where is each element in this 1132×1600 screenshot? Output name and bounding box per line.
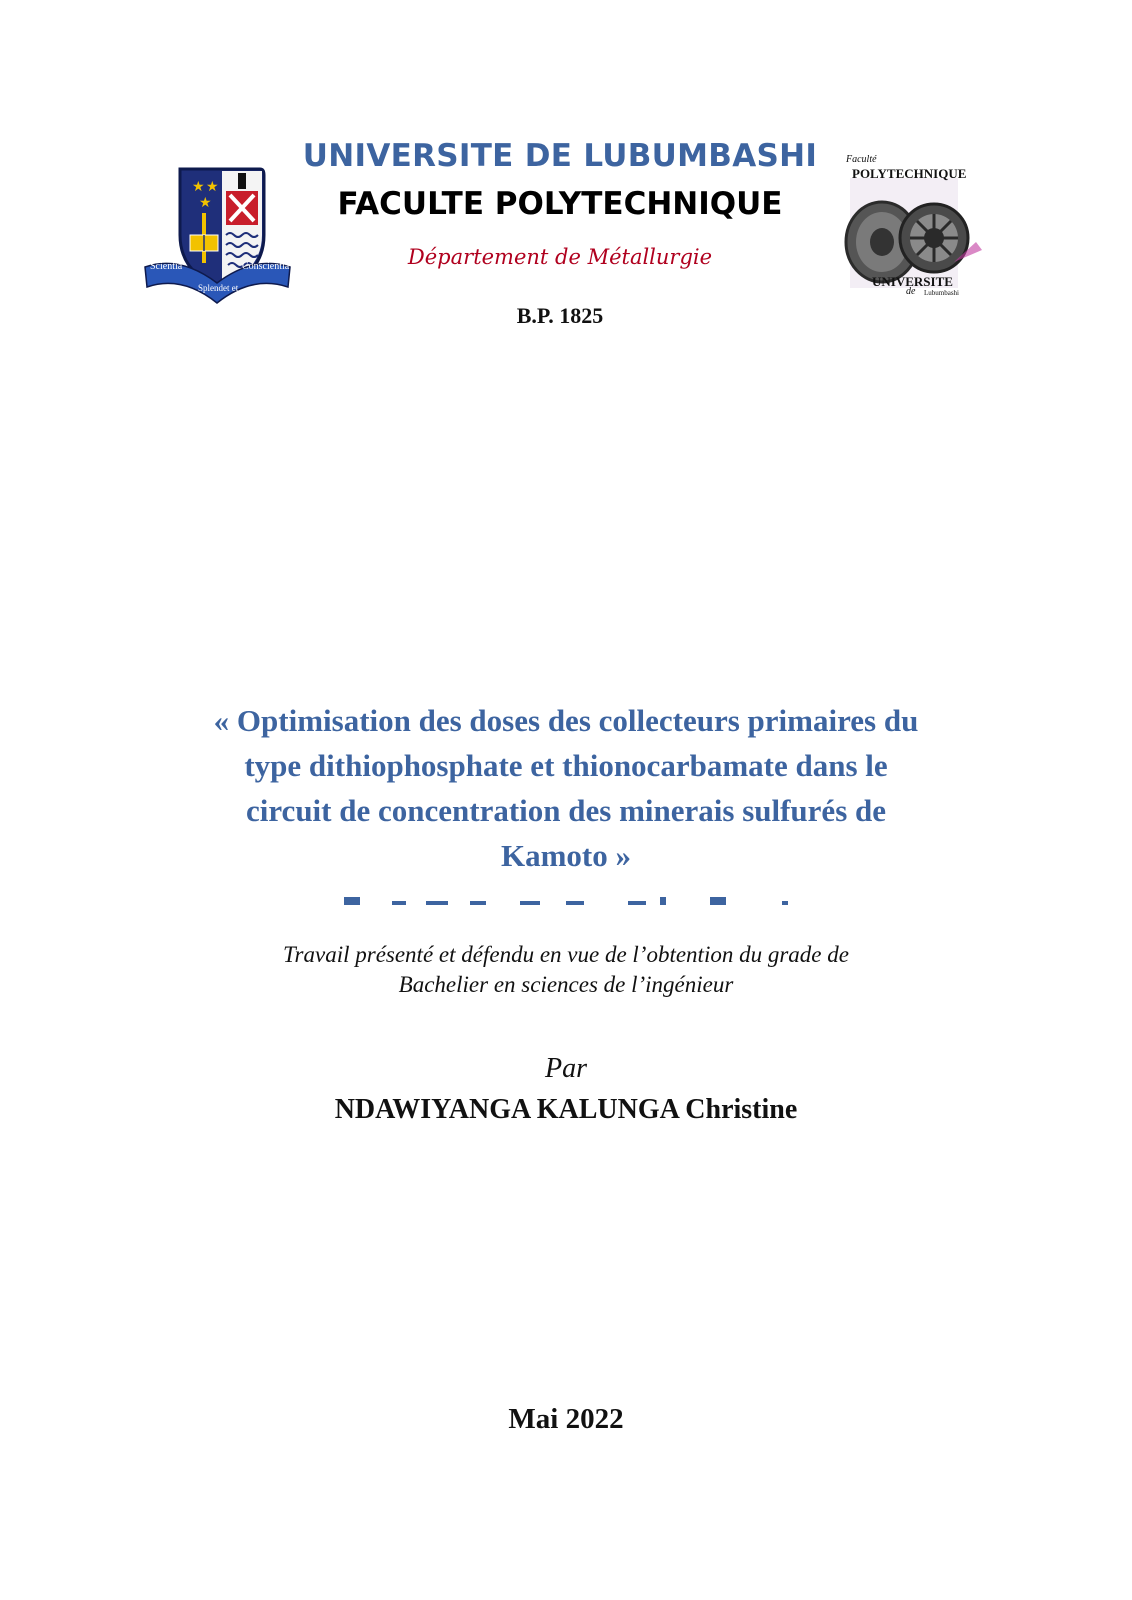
title-line: type dithiophosphate et thionocarbamate dans le — [244, 748, 888, 783]
university-name: UNIVERSITE DE LUBUMBASHI — [302, 138, 818, 174]
logo-de-text: de — [906, 286, 916, 297]
by-label: Par — [545, 1053, 587, 1084]
svg-text:★: ★ — [199, 195, 212, 211]
department-name: Département de Métallurgie — [407, 245, 713, 269]
crest-motto-right: Conscientia — [242, 261, 290, 272]
faculty-name: FACULTE POLYTECHNIQUE — [337, 186, 783, 222]
crest-motto-bottom: Splendet et — [198, 283, 239, 293]
title-line: circuit de concentration des minerais sulfurés de — [245, 793, 887, 828]
thesis-title — [150, 698, 982, 878]
logo-faculte-small: Faculté — [846, 154, 877, 165]
author-name: NDAWIYANGA KALUNGA Christine — [334, 1094, 798, 1125]
svg-text:★: ★ — [206, 179, 219, 195]
subtitle-line: Travail présenté et défendu en vue de l’obtention du grade de — [283, 942, 849, 967]
logo-polytechnique-text: POLYTECHNIQUE — [852, 166, 967, 181]
subtitle-line: Bachelier en sciences de l’ingénieur — [398, 972, 734, 997]
university-crest-logo — [140, 155, 295, 310]
submission-date: Mai 2022 — [508, 1403, 624, 1435]
logo-universite-text: UNIVERSITE — [872, 274, 953, 289]
title-line: « Optimisation des doses des collecteurs primaires du — [213, 703, 919, 738]
thesis-subtitle — [150, 940, 982, 1000]
cropped-text-artifact — [330, 887, 810, 905]
title-line: Kamoto » — [500, 838, 631, 873]
faculty-gear-logo — [842, 150, 987, 300]
logo-lubumbashi-text: Lubumbashi — [924, 289, 959, 297]
postal-box: B.P. 1825 — [516, 303, 604, 328]
svg-text:★: ★ — [192, 179, 205, 195]
crest-motto-left: Scientia — [150, 261, 183, 272]
